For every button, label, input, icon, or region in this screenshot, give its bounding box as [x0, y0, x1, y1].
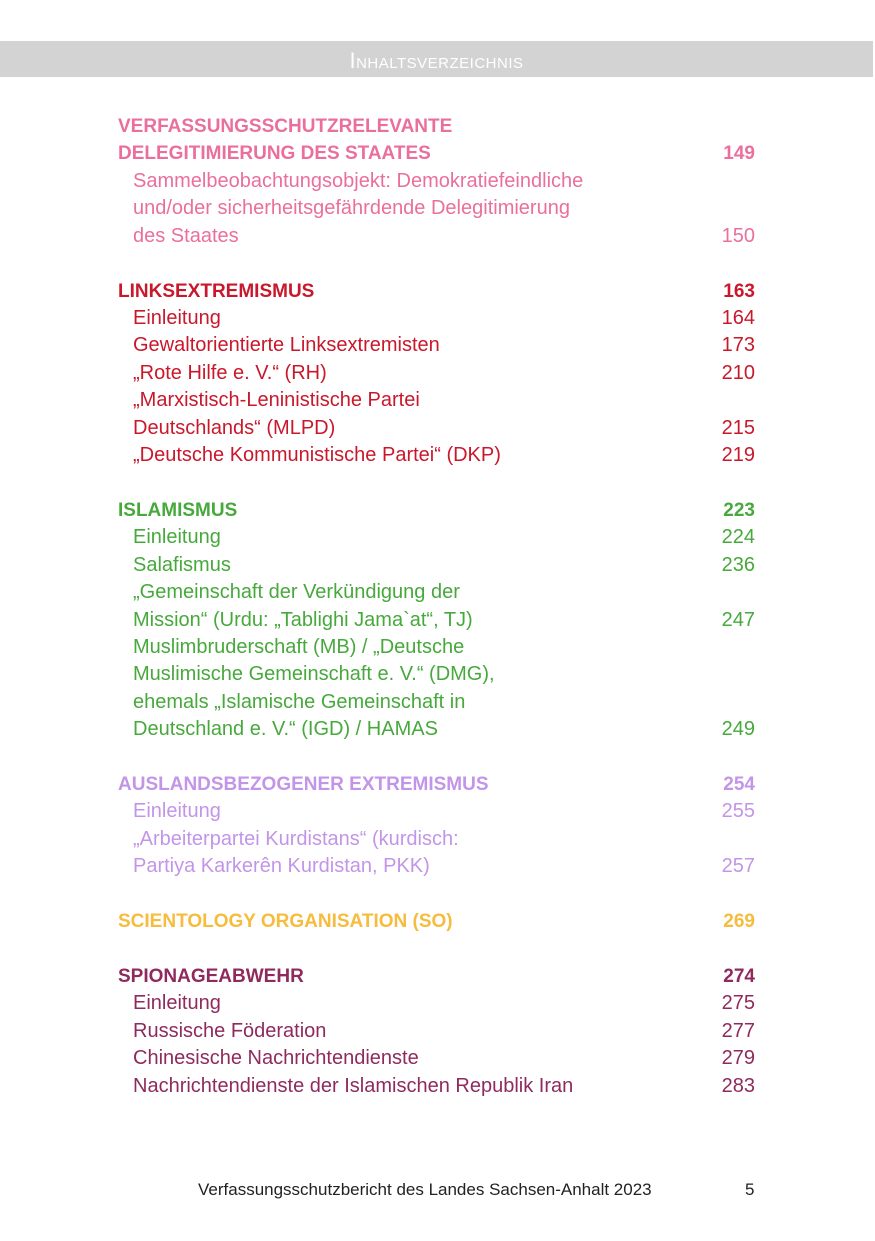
- entry-title: Muslimische Gemeinschaft e. V.“ (DMG),: [133, 663, 495, 686]
- entry-title: Einleitung: [133, 992, 221, 1015]
- toc-section: [118, 963, 755, 1100]
- toc-entry[interactable]: [118, 689, 755, 716]
- entry-page-number: 249: [721, 718, 755, 741]
- entry-title: Chinesische Nachrichtendienste: [133, 1047, 419, 1070]
- entry-title: Partiya Karkerên Kurdistan, PKK): [133, 855, 430, 878]
- toc-entry[interactable]: [118, 1018, 755, 1045]
- entry-title: „Gemeinschaft der Verkündigung der: [133, 581, 460, 604]
- page-title: Inhaltsverzeichnis: [349, 48, 524, 73]
- toc-section-heading[interactable]: [118, 963, 755, 990]
- entry-page-number: 277: [721, 1019, 755, 1042]
- section-title: SCIENTOLOGY ORGANISATION (SO): [118, 911, 453, 933]
- entry-page-number: 173: [721, 334, 755, 357]
- table-of-contents: [118, 113, 755, 1128]
- section-page-number: 149: [723, 143, 755, 165]
- section-page-number: 274: [723, 966, 755, 988]
- toc-entry[interactable]: [118, 168, 755, 195]
- entry-page-number: 215: [721, 416, 755, 439]
- section-page-number: 254: [723, 774, 755, 796]
- entry-title: Deutschlands“ (MLPD): [133, 416, 336, 439]
- entry-title: Einleitung: [133, 800, 221, 823]
- toc-section: [118, 908, 755, 935]
- toc-entry[interactable]: [118, 1073, 755, 1100]
- entry-title: Einleitung: [133, 526, 221, 549]
- entry-title: Deutschland e. V.“ (IGD) / HAMAS: [133, 718, 438, 741]
- toc-section-heading[interactable]: [118, 771, 755, 798]
- entry-title: Muslimbruderschaft (MB) / „Deutsche: [133, 635, 465, 658]
- section-title: DELEGITIMIERUNG DES STAATES: [118, 143, 431, 165]
- toc-entry[interactable]: [118, 305, 755, 332]
- entry-page-number: 275: [721, 992, 755, 1015]
- footer-page-number: 5: [745, 1180, 755, 1199]
- entry-page-number: 224: [721, 526, 755, 549]
- entry-title: Mission“ (Urdu: „Tablighi Jama`at“, TJ): [133, 608, 473, 631]
- entry-title: Nachrichtendienste der Islamischen Republik Iran: [133, 1074, 574, 1097]
- entry-title: Russische Föderation: [133, 1019, 327, 1042]
- footer-text: Verfassungsschutzbericht des Landes Sachsen-Anhalt 2023: [198, 1180, 652, 1199]
- toc-entry[interactable]: [118, 798, 755, 825]
- entry-page-number: 210: [721, 361, 755, 384]
- toc-entry[interactable]: [118, 223, 755, 250]
- entry-title: „Arbeiterpartei Kurdistans“ (kurdisch:: [133, 827, 459, 850]
- section-title: AUSLANDSBEZOGENER EXTREMISMUS: [118, 774, 489, 796]
- toc-section: [118, 278, 755, 470]
- entry-title: Einleitung: [133, 306, 221, 329]
- entry-page-number: 150: [721, 224, 755, 247]
- entry-page-number: 219: [721, 443, 755, 466]
- toc-entry[interactable]: [118, 990, 755, 1017]
- toc-section-heading[interactable]: [118, 497, 755, 524]
- toc-entry[interactable]: [118, 360, 755, 387]
- entry-title: des Staates: [133, 224, 239, 247]
- toc-entry[interactable]: [118, 634, 755, 661]
- entry-page-number: 257: [721, 855, 755, 878]
- toc-section-heading[interactable]: [118, 908, 755, 935]
- entry-page-number: 283: [721, 1074, 755, 1097]
- toc-entry[interactable]: [118, 387, 755, 414]
- toc-section-heading[interactable]: [118, 113, 755, 140]
- entry-title: Gewaltorientierte Linksextremisten: [133, 334, 440, 357]
- entry-title: Salafismus: [133, 553, 231, 576]
- section-page-number: 163: [723, 280, 755, 302]
- section-title: VERFASSUNGSSCHUTZRELEVANTE: [118, 116, 453, 137]
- entry-title: ehemals „Islamische Gemeinschaft in: [133, 690, 466, 713]
- toc-section-heading[interactable]: [118, 278, 755, 305]
- toc-entry[interactable]: [118, 716, 755, 743]
- section-page-number: 223: [723, 499, 755, 521]
- toc-section-heading[interactable]: [118, 140, 755, 167]
- toc-entry[interactable]: [118, 332, 755, 359]
- toc-entry[interactable]: [118, 579, 755, 606]
- entry-title: Sammelbeobachtungsobjekt: Demokratiefeindliche: [133, 169, 584, 192]
- toc-entry[interactable]: [118, 552, 755, 579]
- section-title: SPIONAGEABWEHR: [118, 966, 304, 988]
- entry-title: „Marxistisch-Leninistische Partei: [133, 389, 420, 412]
- toc-entry[interactable]: [118, 415, 755, 442]
- entry-page-number: 255: [721, 800, 755, 823]
- toc-section: [118, 113, 755, 250]
- entry-title: „Rote Hilfe e. V.“ (RH): [133, 361, 327, 384]
- entry-page-number: 279: [721, 1047, 755, 1070]
- entry-page-number: 164: [721, 306, 755, 329]
- toc-section: [118, 771, 755, 881]
- entry-title: und/oder sicherheitsgefährdende Delegitimierung: [133, 197, 570, 220]
- toc-entry[interactable]: [118, 1045, 755, 1072]
- entry-title: „Deutsche Kommunistische Partei“ (DKP): [133, 443, 501, 466]
- toc-entry[interactable]: [118, 442, 755, 469]
- entry-page-number: 247: [721, 608, 755, 631]
- toc-entry[interactable]: [118, 853, 755, 880]
- entry-page-number: 236: [721, 553, 755, 576]
- section-page-number: 269: [723, 911, 755, 933]
- toc-entry[interactable]: [118, 524, 755, 551]
- toc-entry[interactable]: [118, 661, 755, 688]
- toc-section: [118, 497, 755, 744]
- toc-entry[interactable]: [118, 826, 755, 853]
- toc-entry[interactable]: [118, 607, 755, 634]
- toc-entry[interactable]: [118, 195, 755, 222]
- section-title: ISLAMISMUS: [118, 499, 238, 521]
- section-title: LINKSEXTREMISMUS: [118, 280, 315, 302]
